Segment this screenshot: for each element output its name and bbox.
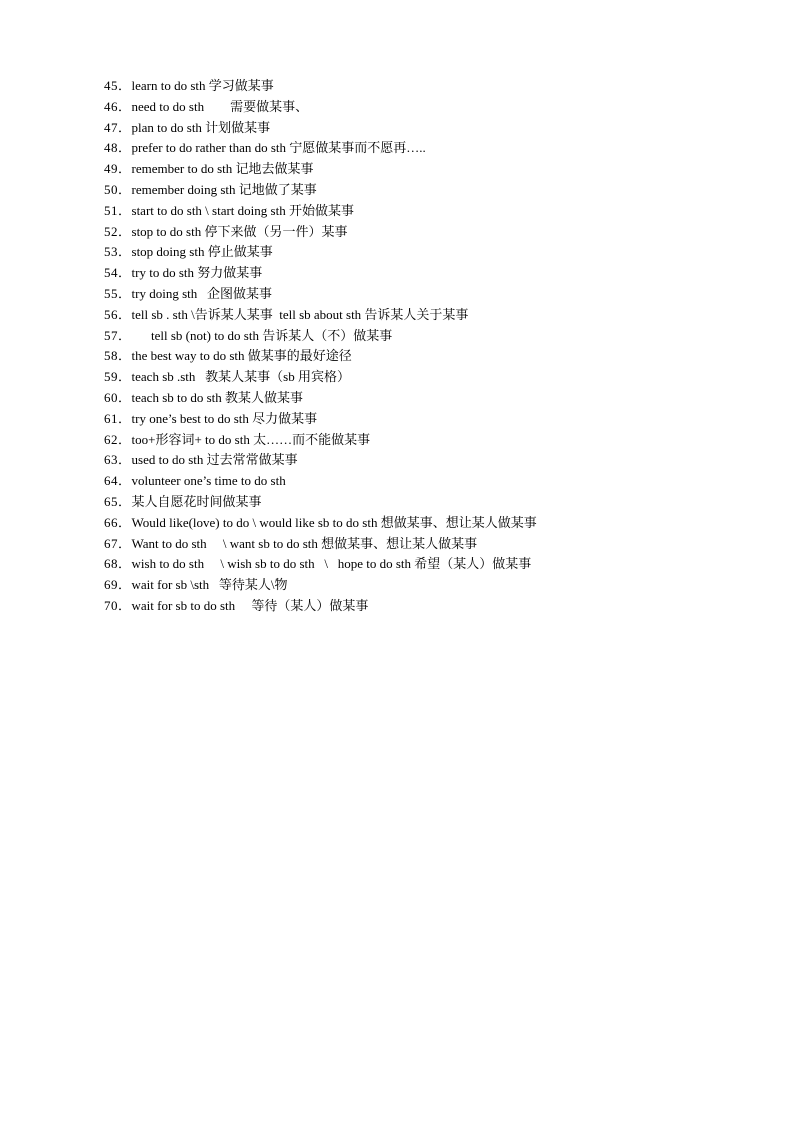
list-item [104, 118, 764, 139]
list-item [104, 430, 764, 451]
list-item [104, 534, 764, 555]
item-number: 49． [104, 161, 132, 177]
list-item [104, 492, 764, 513]
item-text: teach sb .sth 教某人某事（sb 用宾格） [131, 369, 350, 385]
list-item [104, 326, 764, 347]
item-text: try doing sth 企图做某事 [131, 285, 272, 301]
item-text: wait for sb to do sth 等待（某人）做某事 [131, 597, 369, 613]
item-number: 50． [104, 181, 132, 197]
item-number: 57． [104, 327, 132, 343]
list-item [104, 201, 764, 222]
list-item [104, 346, 764, 367]
item-text: stop to do sth 停下来做（另一件）某事 [131, 223, 348, 239]
item-text: remember to do sth 记地去做某事 [131, 161, 314, 177]
item-text: remember doing sth 记地做了某事 [131, 181, 317, 197]
item-text: wish to do sth \ wish sb to do sth \ hope to do sth 希望（某人）做某事 [131, 556, 532, 572]
item-number: 61． [104, 410, 132, 426]
item-number: 67． [104, 535, 132, 551]
item-number: 60． [104, 389, 132, 405]
list-item [104, 222, 764, 243]
list-item [104, 367, 764, 388]
list-item [104, 471, 764, 492]
item-number: 52． [104, 223, 132, 239]
item-number: 68． [104, 556, 132, 572]
list-item [104, 450, 764, 471]
item-text: need to do sth 需要做某事、 [131, 98, 309, 114]
list-item [104, 263, 764, 284]
list-item [104, 242, 764, 263]
item-text: try to do sth 努力做某事 [131, 265, 263, 281]
item-number: 55． [104, 285, 132, 301]
list-item [104, 180, 764, 201]
item-text: volunteer one’s time to do sth [131, 473, 286, 489]
item-number: 64． [104, 473, 132, 489]
item-text: wait for sb \sth 等待某人\物 [131, 577, 288, 593]
item-number: 59． [104, 369, 132, 385]
item-text: Would like(love) to do \ would like sb to do sth 想做某事、想让某人做某事 [131, 514, 537, 530]
item-number: 66． [104, 514, 132, 530]
item-number: 65． [104, 493, 132, 509]
item-text: prefer to do rather than do sth 宁愿做某事而不愿再….. [131, 140, 426, 156]
item-text: Want to do sth \ want sb to do sth 想做某事、想让某人做某事 [131, 535, 478, 551]
item-number: 47． [104, 119, 132, 135]
item-number: 54． [104, 265, 132, 281]
item-text: used to do sth 过去常常做某事 [131, 452, 298, 468]
list-item [104, 388, 764, 409]
item-text: the best way to do sth 做某事的最好途径 [131, 348, 352, 364]
item-text: tell sb . sth \告诉某人某事 tell sb about sth 告诉某人关于某事 [131, 306, 469, 322]
item-number: 46． [104, 98, 132, 114]
item-text: teach sb to do sth 教某人做某事 [131, 389, 304, 405]
list-item [104, 159, 764, 180]
item-number: 51． [104, 202, 132, 218]
list-item [104, 513, 764, 534]
item-text: 某人自愿花时间做某事 [131, 493, 262, 509]
item-text: try one’s best to do sth 尽力做某事 [131, 410, 318, 426]
item-text: tell sb (not) to do sth 告诉某人（不）做某事 [131, 327, 393, 343]
item-number: 56． [104, 306, 132, 322]
list-item [104, 138, 764, 159]
item-text: stop doing sth 停止做某事 [131, 244, 273, 260]
list-item [104, 305, 764, 326]
phrase-list [104, 76, 764, 617]
item-text: plan to do sth 计划做某事 [131, 119, 271, 135]
list-item [104, 76, 764, 97]
item-number: 48． [104, 140, 132, 156]
item-number: 45． [104, 78, 132, 93]
item-text: start to do sth \ start doing sth 开始做某事 [131, 202, 354, 218]
list-item [104, 596, 764, 617]
item-number: 62． [104, 431, 132, 447]
list-item [104, 97, 764, 118]
item-number: 58． [104, 348, 132, 364]
list-item [104, 409, 764, 430]
item-text: too+形容词+ to do sth 太……而不能做某事 [131, 431, 371, 447]
item-number: 53． [104, 244, 132, 260]
list-item [104, 284, 764, 305]
item-text: learn to do sth 学习做某事 [131, 78, 274, 93]
item-number: 63． [104, 452, 132, 468]
list-item [104, 554, 764, 575]
item-number: 70． [104, 597, 132, 613]
list-item [104, 575, 764, 596]
item-number: 69． [104, 577, 132, 593]
